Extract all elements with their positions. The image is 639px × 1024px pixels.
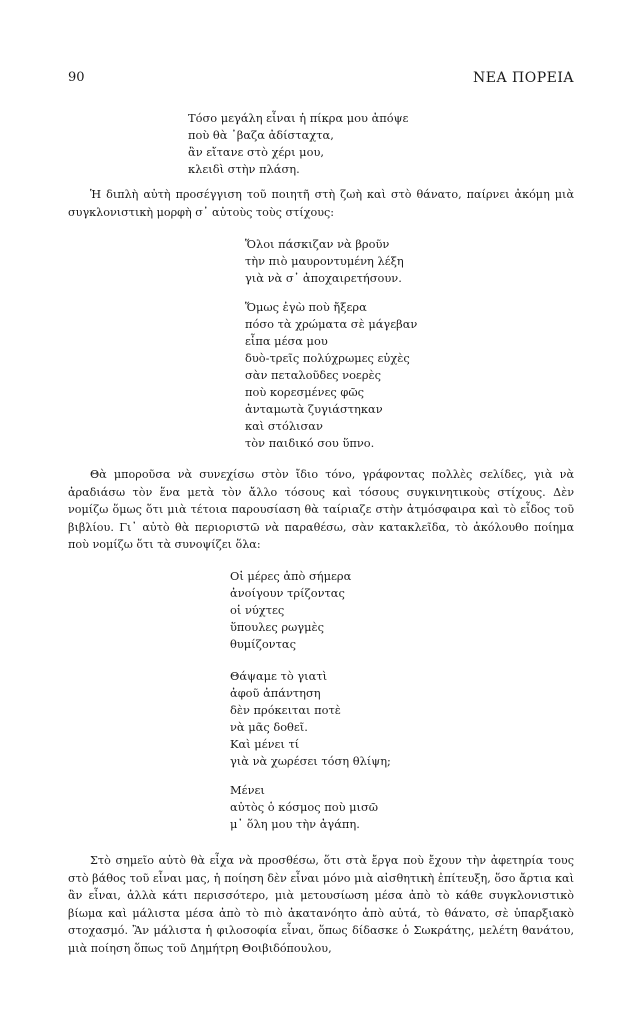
paragraph-text: Στὸ σημεῖο αὐτὸ θὰ εἶχα νὰ προσθέσω, ὅτι στὰ ἔργα ποὺ ἔχουν τὴν ἀφετηρία τους στὸ βάθος τοῦ εἶναι μας, ἡ ποίηση δὲν εἶναι μόνο μιὰ αἰσθητικὴ ἐπίτευξη, ὅσο ἄρτια καὶ ἂν εἶναι, ἀλλὰ κάτι περισσότερο, μιὰ μετουσίωση μέσα ἀπὸ τὸ κάθε συγκλονιστικὸ βίωμα καὶ μάλιστα μέσα ἀπὸ τὸ πιὸ ἀκατανόητο ἀπὸ αὐτά, τὸ θάνατο, σὲ ὑπαρξιακὸ στοχασμό. Ἂν μάλιστα ἡ φιλοσοφία εἶναι, ὅπως δίδασκε ὁ Σωκράτης, μελέτη θανάτου, μιὰ ποίηση ὅπως τοῦ Δημήτρη Θοιβιδόπουλου, [68,854,574,955]
poem-line: Τόσο μεγάλη εἶναι ἡ πίκρα μου ἀπόψε [188,111,409,125]
poem-line: εἶπα μέσα μου [245,334,328,348]
poem-line: ἀνταμωτὰ ζυγιάστηκαν [245,402,383,416]
poem-1 [188,110,408,178]
poem-line: ἂν εἴτανε στὸ χέρι μου, [188,145,324,159]
paragraph-text: Ἡ διπλὴ αὐτὴ προσέγγιση τοῦ ποιητῆ στὴ ζωὴ καὶ στὸ θάνατο, παίρνει ἀκόμη μιὰ συγκλονιστικὴ μορφὴ σ᾽ αὐτοὺς τοὺς στίχους: [68,188,574,219]
poem-line: γιὰ νὰ χωρέσει τόση θλίψη; [230,754,391,768]
poem-line: νὰ μᾶς δοθεῖ. [230,720,308,734]
poem-line: θυμίζοντας [230,637,296,651]
poem-line: Ὅμως ἐγὼ ποὺ ἤξερα [245,300,367,314]
poem-line: μ᾽ ὅλη μου τὴν ἀγάπη. [230,817,360,831]
poem-line: γιὰ νὰ σ᾽ ἀποχαιρετήσουν. [245,271,402,285]
poem-line: τὴν πιὸ μαυροντυμένη λέξη [245,254,404,268]
poem-line: Μένει [230,783,265,797]
poem-line: δυὸ-τρεῖς πολύχρωμες εὐχὲς [245,351,410,365]
poem-line: σὰν πεταλοῦδες νοερὲς [245,368,382,382]
page-header [68,70,574,90]
poem-line: Καὶ μένει τί [230,737,300,751]
poem-line: κλειδὶ στὴν πλάση. [188,162,300,176]
poem-line: δὲν πρόκειται ποτὲ [230,703,341,717]
poem-2-stanza-1 [245,236,404,287]
paragraph-2 [68,466,574,554]
poem-line: ὕπουλες ρωγμὲς [230,620,325,634]
poem-3-stanza-1 [230,568,351,653]
page-number: 90 [68,70,85,85]
poem-line: ποὺ θὰ ᾽βαζα ἀδίσταχτα, [188,128,334,142]
poem-line: οἱ νύχτες [230,603,285,617]
poem-line: καὶ στόλισαν [245,419,323,433]
poem-line: τὸν παιδικό σου ὕπνο. [245,436,375,450]
paragraph-3 [68,852,574,957]
poem-3-stanza-3 [230,782,378,833]
poem-line: ἀφοῦ ἀπάντηση [230,686,321,700]
poem-3-stanza-2 [230,668,391,770]
poem-line: Οἱ μέρες ἀπὸ σήμερα [230,569,352,583]
poem-line: αὐτὸς ὁ κόσμος ποὺ μισῶ [230,800,379,814]
poem-line: πόσο τὰ χρώματα σὲ μάγεβαν [245,317,418,331]
running-title: ΝΕΑ ΠΟΡΕΙΑ [473,70,574,86]
paragraph-text: Θὰ μποροῦσα νὰ συνεχίσω στὸν ἴδιο τόνο, γράφοντας πολλὲς σελίδες, γιὰ νὰ ἀραδιάσω τὸν ἕνα μετὰ τὸν ἄλλο τόσους καὶ τόσους συγκινητικοὺς στίχους. Δὲν νομίζω ὅμως ὅτι μιὰ τέτοια παρουσίαση θὰ ταίριαζε στὴν ἀτμόσφαιρα καὶ τὸ εἶδος τοῦ βιβλίου. Γι᾽ αὐτὸ θὰ περιοριστῶ νὰ παραθέσω, σὰν κατακλεῖδα, τὸ ἀκόλουθο ποίημα ποὺ νομίζω ὅτι τὰ συνοψίζει ὅλα: [68,468,574,551]
poem-line: Ὅλοι πάσκιζαν νὰ βροῦν [245,237,390,251]
poem-2-stanza-2 [245,299,417,452]
paragraph-1 [68,186,574,221]
poem-line: ἀνοίγουν τρίζοντας [230,586,345,600]
poem-line: Θάψαμε τὸ γιατὶ [230,669,328,683]
poem-line: ποὺ κορεσμένες φῶς [245,385,365,399]
